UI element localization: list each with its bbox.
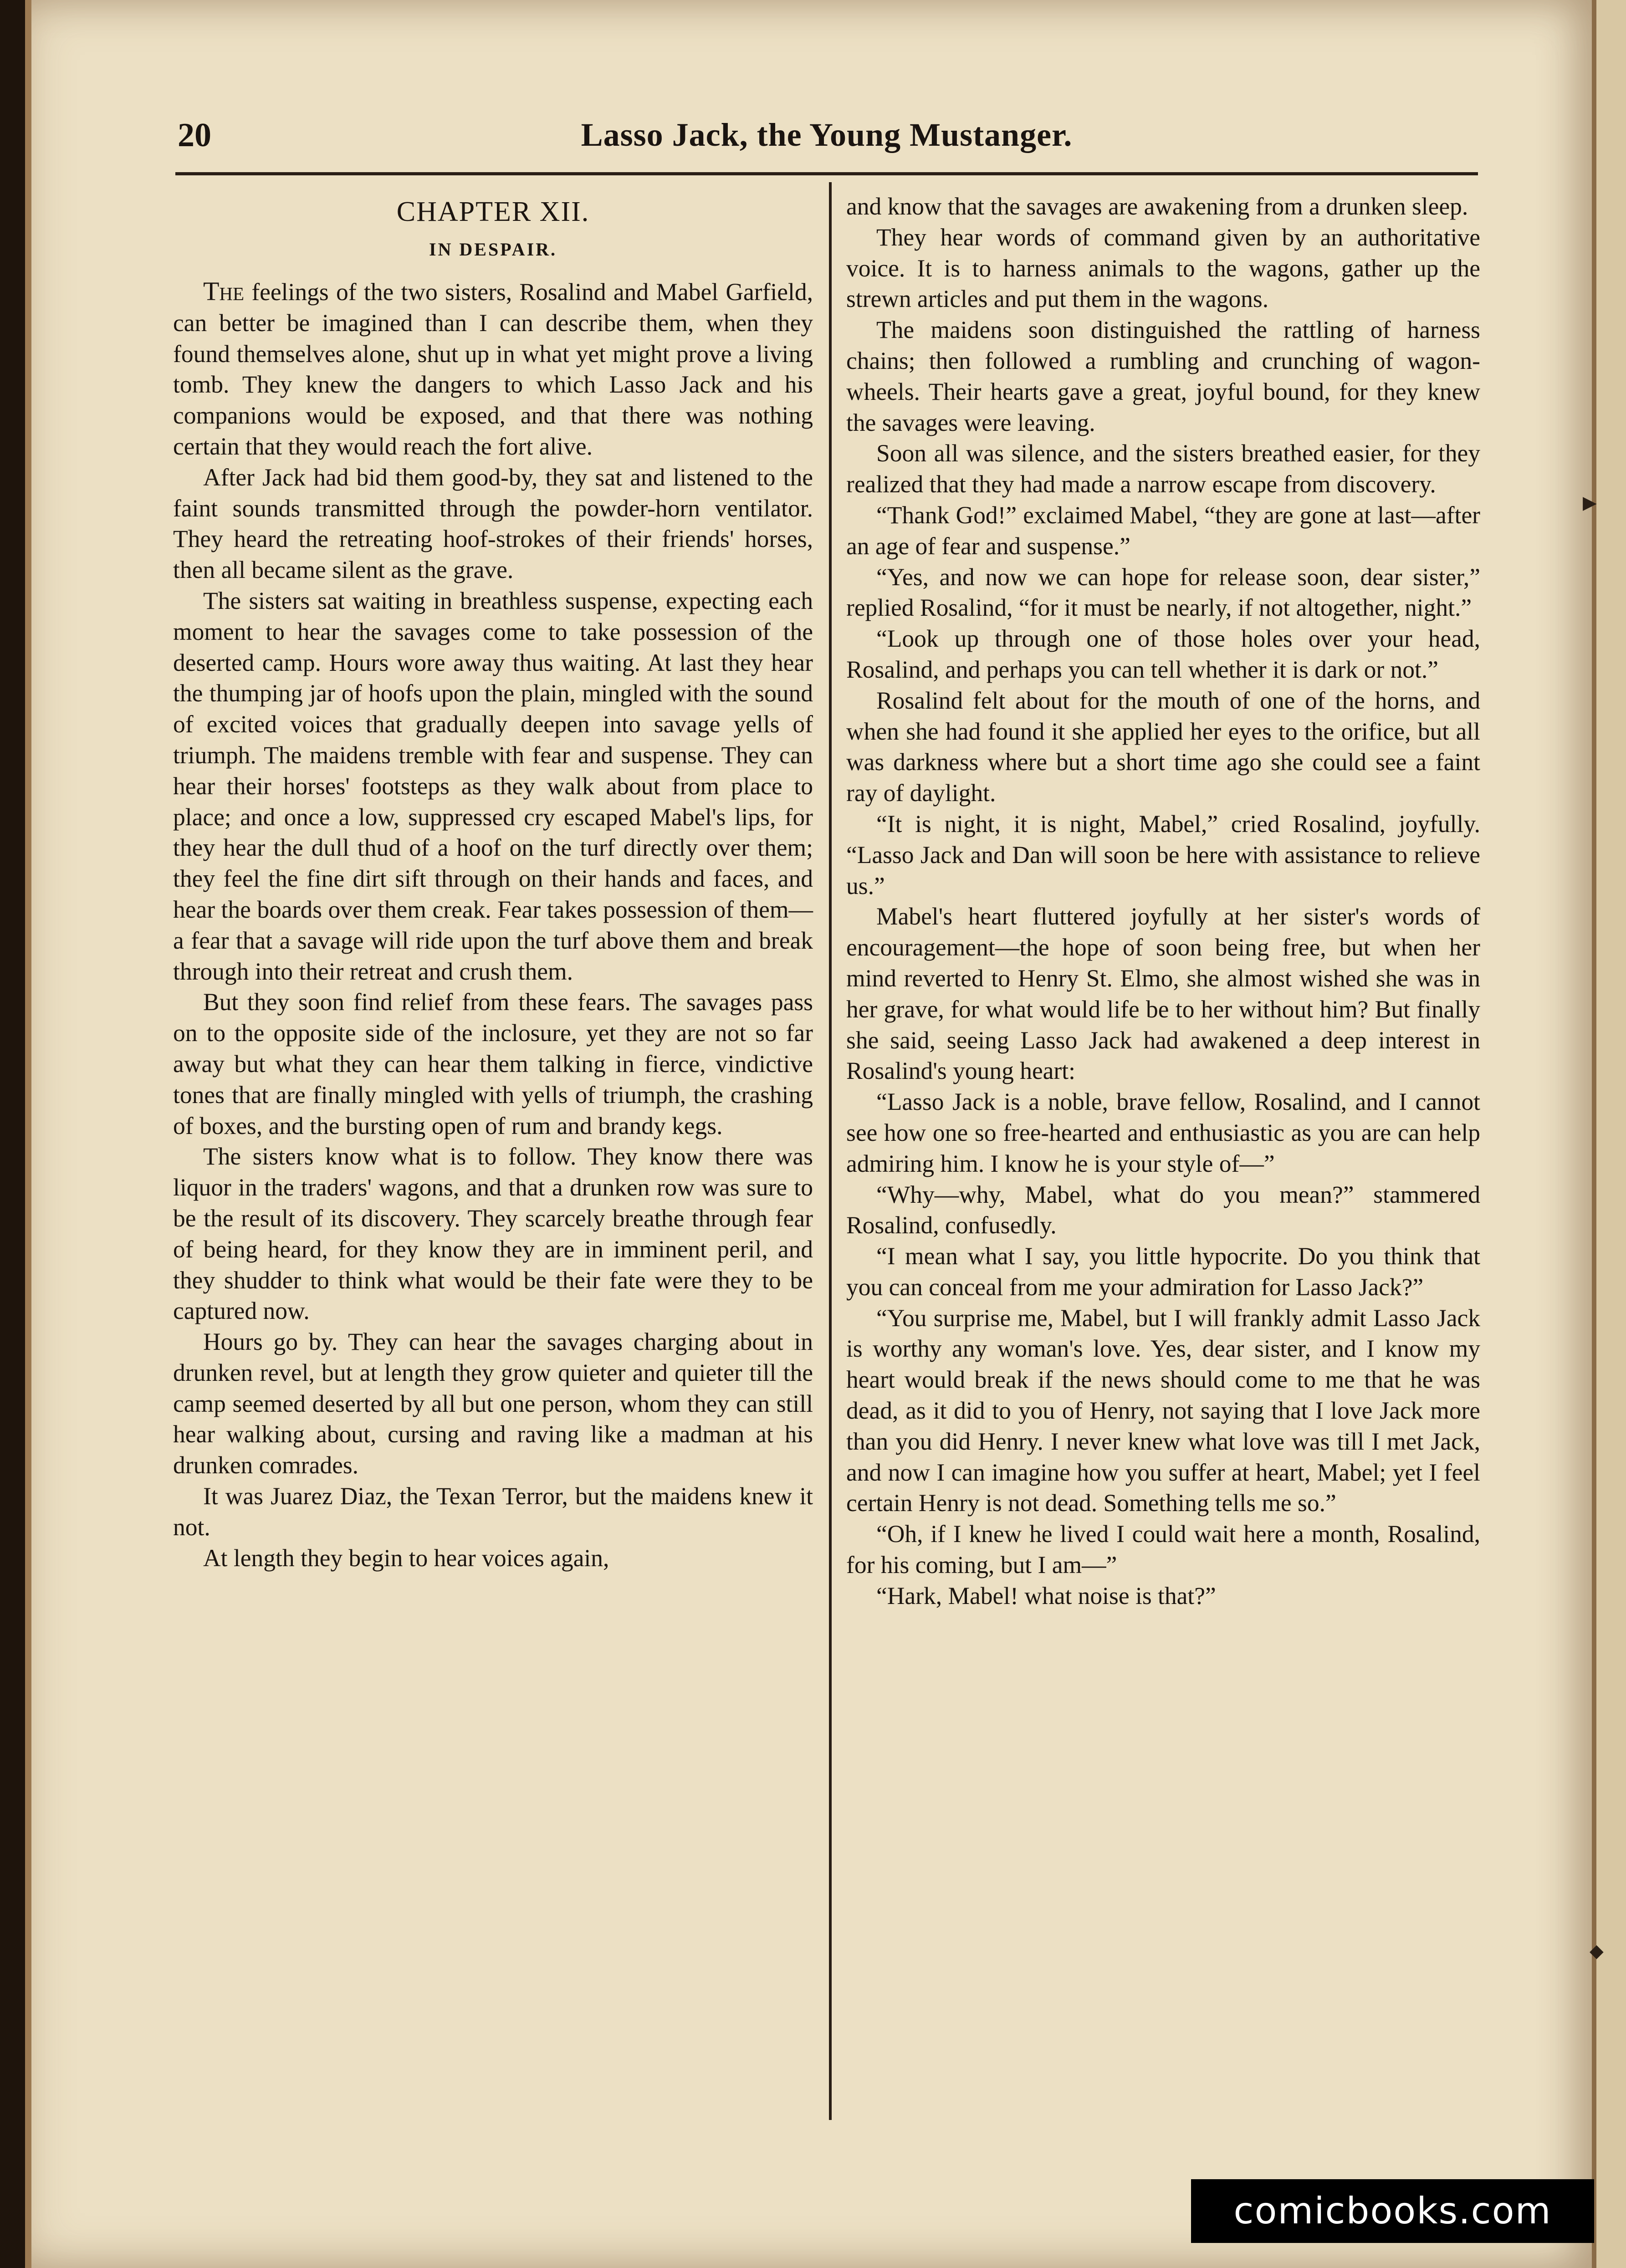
chapter-subtitle: IN DESPAIR. bbox=[429, 239, 557, 260]
paragraph: Rosalind felt about for the mouth of one of the horns, and when she had found it she applied her eyes to the orifice, but all was darkness where but a short time ago she could see a faint ray of daylight. bbox=[846, 686, 1480, 807]
paragraph: “Why—why, Mabel, what do you mean?” stammered Rosalind, confusedly. bbox=[846, 1180, 1480, 1239]
margin-tick-mark: ◆ bbox=[1590, 1941, 1604, 1961]
paragraph: “You surprise me, Mabel, but I will frankly admit Lasso Jack is worthy any woman's love. Yes, dear sister, and I know my heart would break if the news should come to me that he was dead, as it did to you of Henry, not saying that I love Jack more than you did Henry. I never knew what love was till I met Jack, and now I can imagine how you suffer at heart, Mabel; yet I feel certain Henry is not dead. Something tells me so.” bbox=[846, 1304, 1480, 1517]
watermark-logo: comicbooks.com bbox=[1191, 2179, 1594, 2243]
paragraph: “It is night, it is night, Mabel,” cried Rosalind, joyfully. “Lasso Jack and Dan will soon be here with assistance to relieve us.” bbox=[846, 810, 1480, 899]
paragraph: Soon all was silence, and the sisters breathed easier, for they realized that they had made a narrow escape from discovery. bbox=[846, 439, 1480, 498]
paragraph: At length they begin to hear voices again, bbox=[203, 1544, 609, 1572]
paragraph-text: feelings of the two sisters, Rosalind and Mabel Garfield, can better be imagined than I can describe them, when they found themselves alone, shut up in what yet might prove a living tomb. They knew the dangers to which Lasso Jack and his companions would be exposed, and that there was nothing certain that they would reach the fort alive. bbox=[173, 278, 813, 460]
paragraph: They hear words of command given by an authoritative voice. It is to harness animals to the wagons, gather up the strewn articles and put them in the wagons. bbox=[846, 223, 1480, 313]
margin-tick-mark: ▶ bbox=[1583, 492, 1597, 513]
left-column bbox=[173, 191, 813, 1573]
column-divider bbox=[829, 182, 832, 2120]
paragraph: “Oh, if I knew he lived I could wait here a month, Rosalind, for his coming, but I am—” bbox=[846, 1520, 1480, 1579]
opening-word: The bbox=[203, 276, 245, 306]
paragraph: “I mean what I say, you little hypocrite. Do you think that you can conceal from me your admiration for Lasso Jack?” bbox=[846, 1242, 1480, 1301]
paragraph: But they soon find relief from these fears. The savages pass on to the opposite side of the inclosure, yet they are not so far away but what they can hear them talking in fierce, vindictive tones that are finally mingled with yells of triumph, the crashing of boxes, and the bursting open of rum and brandy kegs. bbox=[173, 988, 813, 1139]
page-number: 20 bbox=[178, 117, 211, 154]
paragraph: “Look up through one of those holes over your head, Rosalind, and perhaps you can tell whether it is dark or not.” bbox=[846, 625, 1480, 683]
adjacent-page-edge bbox=[1592, 0, 1626, 2268]
paragraph: The sisters know what is to follow. They know there was liquor in the traders' wagons, and that a drunken row was sure to be the result of its discovery. They scarcely breathe through fear of being heard, for they know they are in imminent peril, and they shudder to think what would be their fate were they to be captured now. bbox=[173, 1143, 813, 1325]
chapter-title: CHAPTER XII. bbox=[396, 196, 590, 227]
paragraph: The maidens soon distinguished the rattling of harness chains; then followed a rumbling and crunching of wagon-wheels. Their hearts gave a great, joyful bound, for they knew the savages were leaving. bbox=[846, 316, 1480, 436]
paragraph: “Thank God!” exclaimed Mabel, “they are gone at last—after an age of fear and suspense.” bbox=[846, 501, 1480, 560]
paragraph: The sisters sat waiting in breathless suspense, expecting each moment to hear the savages come to take possession of the deserted camp. Hours wore away thus waiting. At last they hear the thumping jar of hoofs upon the plain, mingled with the sound of excited voices that gradually deepen into savage yells of triumph. The maidens tremble with fear and suspense. They can hear their horses' footsteps as they walk about from place to place; and once a low, suppressed cry escaped Mabel's lips, for they hear the dull thud of a hoof on the turf directly over them; they feel the fine dirt sift through on their hands and faces, and hear the boards over them creak. Fear takes possession of them—a fear that a savage will ride upon the turf above them and break through into their retreat and crush them. bbox=[173, 587, 813, 985]
paragraph: “Yes, and now we can hope for release soon, dear sister,” replied Rosalind, “for it must be nearly, if not altogether, night.” bbox=[846, 563, 1480, 622]
paragraph: Hours go by. They can hear the savages charging about in drunken revel, but at length they grow quieter and quieter till the camp seemed deserted by all but one person, whom they can still hear walking about, cursing and raving like a madman at his drunken comrades. bbox=[173, 1328, 813, 1479]
header-rule bbox=[175, 172, 1478, 175]
page-header bbox=[150, 116, 1503, 171]
paragraph: “Lasso Jack is a noble, brave fellow, Rosalind, and I cannot see how one so free-hearted and enthusiastic as you are can help admiring him. I know he is your style of—” bbox=[846, 1088, 1480, 1177]
running-title: Lasso Jack, the Young Mustanger. bbox=[581, 117, 1073, 153]
paragraph bbox=[173, 276, 813, 462]
paragraph: It was Juarez Diaz, the Texan Terror, but the maidens knew it not. bbox=[173, 1482, 813, 1541]
paragraph: Mabel's heart fluttered joyfully at her sister's words of encouragement—the hope of soon being free, but when her mind reverted to Henry St. Elmo, she almost wished she was in her grave, for what would life be to her without him? But finally she said, seeing Lasso Jack had awakened a deep interest in Rosalind's young heart: bbox=[846, 903, 1480, 1085]
paragraph: “Hark, Mabel! what noise is that?” bbox=[876, 1582, 1216, 1609]
right-column bbox=[846, 191, 1480, 1612]
paragraph: and know that the savages are awakening from a drunken sleep. bbox=[846, 193, 1468, 220]
paragraph: After Jack had bid them good-by, they sat and listened to the faint sounds transmitted through the powder-horn ventilator. They heard the retreating hoof-strokes of their friends' horses, then all became silent as the grave. bbox=[173, 463, 813, 584]
